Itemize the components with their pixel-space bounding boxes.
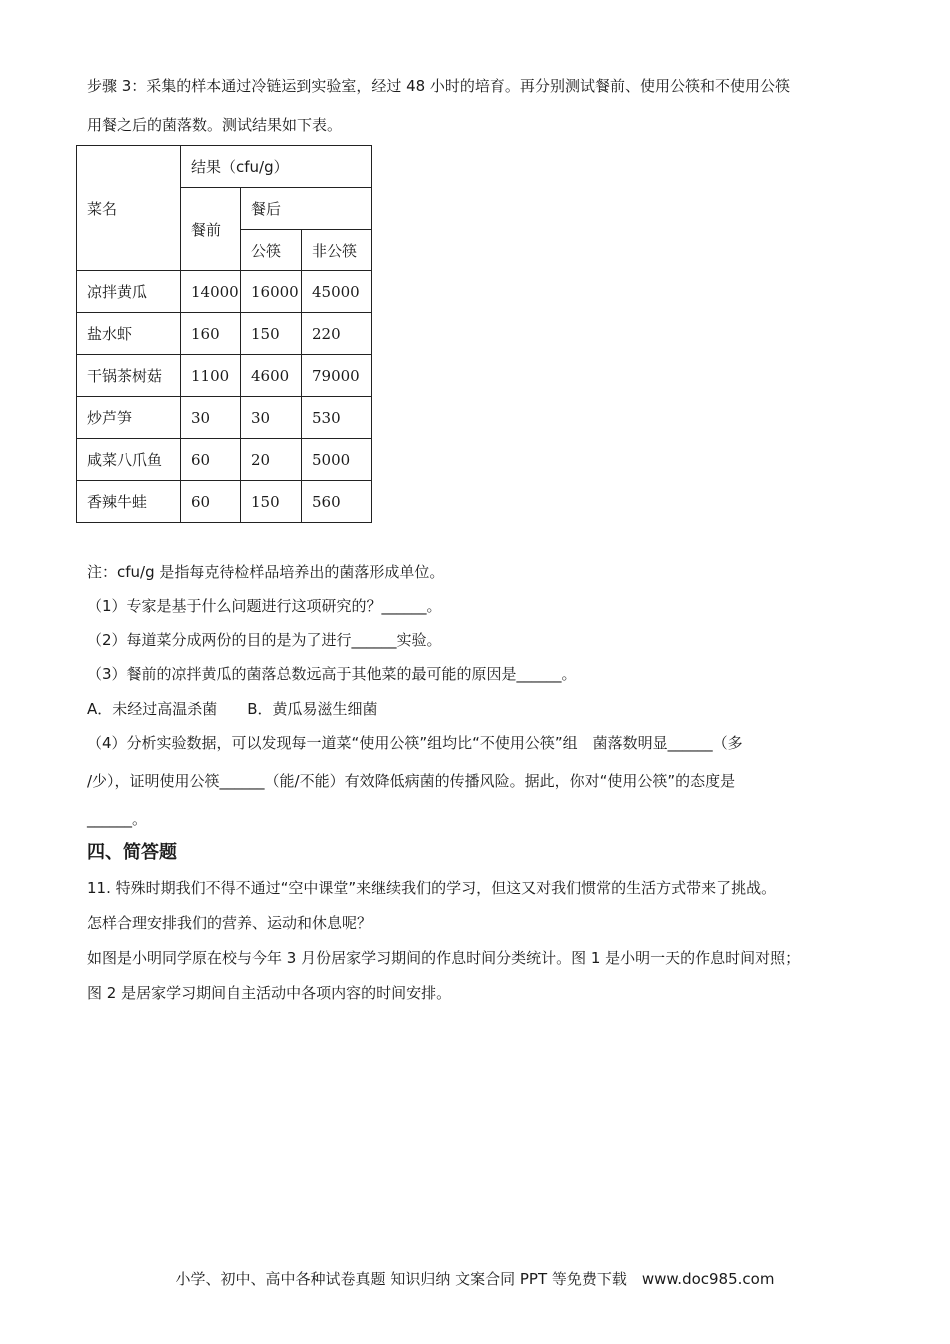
cell-public: 30 [241, 397, 302, 439]
cell-before: 1100 [181, 355, 241, 397]
q11-line-2: 怎样合理安排我们的营养、运动和休息呢？ [87, 914, 373, 932]
question-4-line-2: /少），证明使用公筷______（能/不能）有效降低病菌的传播风险。据此，你对“使用公筷”的态度是 [87, 772, 736, 790]
table-header-row [77, 146, 372, 188]
question-3: （3）餐前的凉拌黄瓜的菌落总数远高于其他菜的最可能的原因是______。 [87, 665, 577, 683]
question-2: （2）每道菜分成两份的目的是为了进行______实验。 [87, 631, 442, 649]
question-4-line-3: ______。 [87, 810, 148, 828]
q11-line-1: 11. 特殊时期我们不得不通过“空中课堂”来继续我们的学习，但这又对我们惯常的生活方式带来了挑战。 [87, 879, 777, 897]
table-row [77, 397, 372, 439]
q11-line-4: 图 2 是居家学习期间自主活动中各项内容的时间安排。 [87, 984, 452, 1002]
cell-before: 14000 [181, 271, 241, 313]
cell-dish: 凉拌黄瓜 [77, 271, 181, 313]
cell-dish: 香辣牛蛙 [77, 481, 181, 523]
table-row [77, 439, 372, 481]
cell-non-public: 5000 [302, 439, 372, 481]
q11-line-3: 如图是小明同学原在校与今年 3 月份居家学习期间的作息时间分类统计。图 1 是小明一天的作息时间对照； [87, 949, 801, 967]
header-before: 餐前 [181, 188, 241, 271]
table-note: 注：cfu/g 是指每克待检样品培养出的菌落形成单位。 [87, 563, 445, 581]
table-row [77, 481, 372, 523]
intro-line-1: 步骤 3：采集的样本通过冷链运到实验室，经过 48 小时的培育。再分别测试餐前、使用公筷和不使用公筷 [87, 77, 790, 95]
question-1: （1）专家是基于什么问题进行这项研究的？______。 [87, 597, 442, 615]
cell-public: 20 [241, 439, 302, 481]
cell-public: 150 [241, 481, 302, 523]
cell-before: 160 [181, 313, 241, 355]
cell-dish: 炒芦笋 [77, 397, 181, 439]
cell-non-public: 79000 [302, 355, 372, 397]
question-3-options: A．未经过高温杀菌 B．黄瓜易滋生细菌 [87, 700, 378, 718]
results-table [76, 145, 372, 523]
cell-public: 16000 [241, 271, 302, 313]
cell-dish: 盐水虾 [77, 313, 181, 355]
cell-non-public: 560 [302, 481, 372, 523]
cell-public: 4600 [241, 355, 302, 397]
cell-non-public: 530 [302, 397, 372, 439]
header-non-public: 非公筷 [302, 230, 372, 271]
header-dish: 菜名 [77, 146, 181, 271]
question-4-line-1: （4）分析实验数据，可以发现每一道菜“使用公筷”组均比“不使用公筷”组 菌落数明显______（多 [87, 734, 743, 752]
cell-dish: 咸菜八爪鱼 [77, 439, 181, 481]
table-row [77, 313, 372, 355]
cell-public: 150 [241, 313, 302, 355]
header-after: 餐后 [241, 188, 372, 230]
cell-non-public: 220 [302, 313, 372, 355]
cell-before: 60 [181, 439, 241, 481]
cell-before: 60 [181, 481, 241, 523]
cell-dish: 干锅茶树菇 [77, 355, 181, 397]
cell-non-public: 45000 [302, 271, 372, 313]
cell-before: 30 [181, 397, 241, 439]
table-row [77, 355, 372, 397]
header-result: 结果（cfu/g） [181, 146, 372, 188]
section-title: 四、简答题 [87, 842, 177, 863]
table-row [77, 271, 372, 313]
intro-line-2: 用餐之后的菌落数。测试结果如下表。 [87, 116, 343, 134]
footer-text: 小学、初中、高中各种试卷真题 知识归纳 文案合同 PPT 等免费下载 www.doc985.com [175, 1270, 775, 1288]
header-public: 公筷 [241, 230, 302, 271]
